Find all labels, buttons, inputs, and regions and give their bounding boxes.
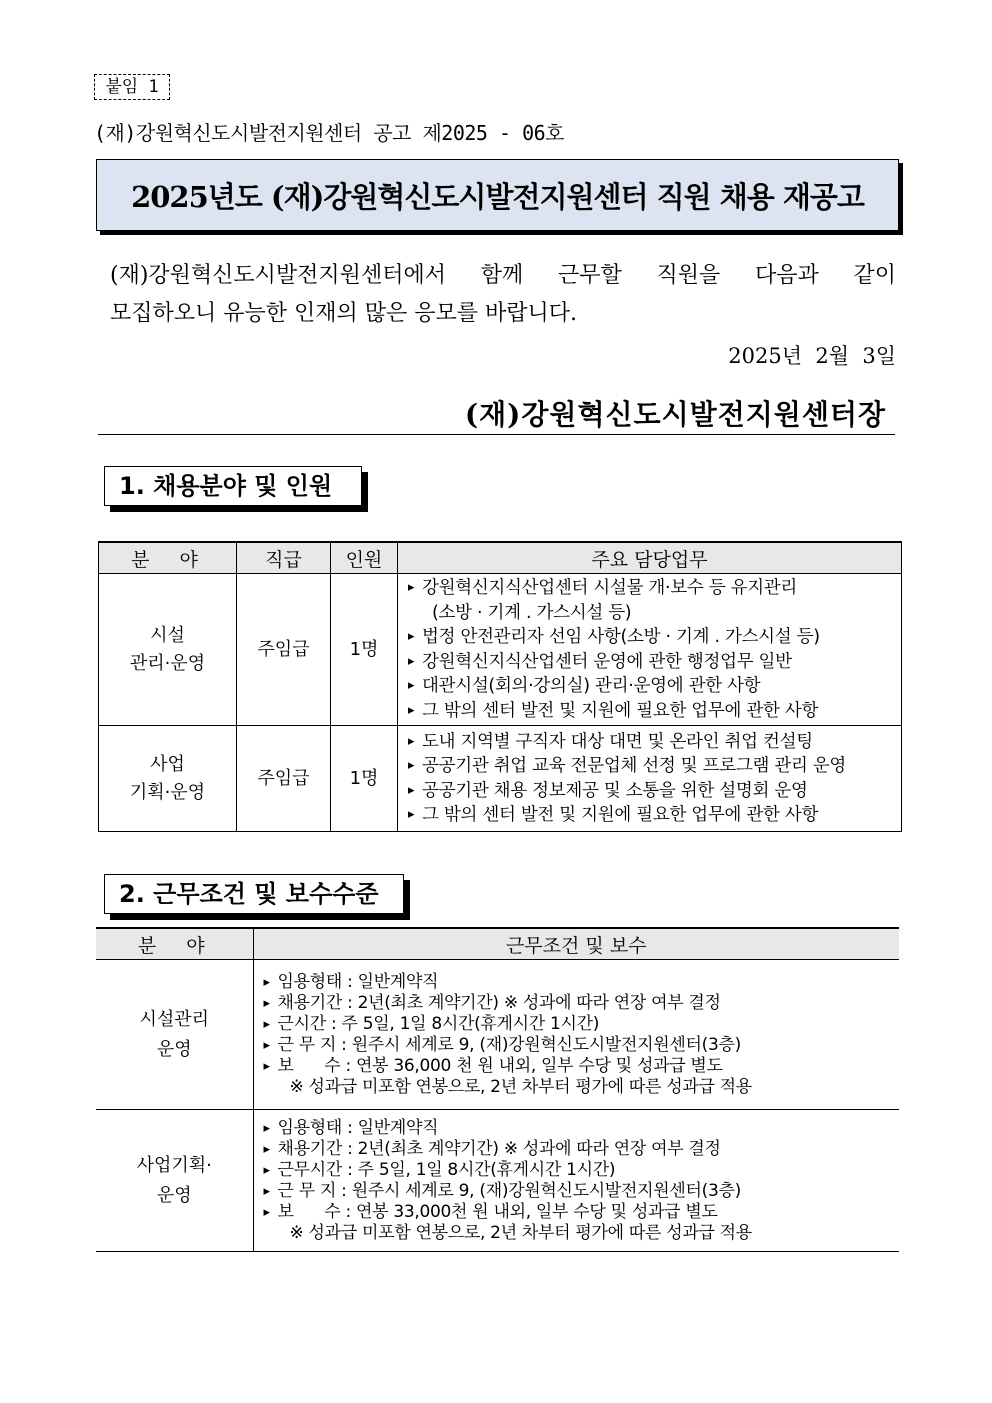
table-header-row <box>99 542 902 574</box>
condition-item: ▸ 채용기간 : 2년(최초 계약기간) ※ 성과에 따라 연장 여부 결정 <box>264 993 894 1014</box>
divider <box>98 434 895 435</box>
condition-item: ▸ 임용형태 : 일반계약직 <box>264 1118 894 1139</box>
field-cell: 시설 관리·운영 <box>99 574 237 726</box>
intro-line-2: 모집하오니 유능한 인재의 많은 응모를 바랍니다. <box>110 301 578 326</box>
condition-item: ▸ 근 무 지 : 원주시 세계로 9, (재)강원혁신도시발전지원센터(3층) <box>264 1181 894 1202</box>
condition-item: ▸ 채용기간 : 2년(최초 계약기간) ※ 성과에 따라 연장 여부 결정 <box>264 1139 894 1160</box>
col-header-field: 분 야 <box>96 928 253 960</box>
count-cell: 1명 <box>331 726 398 832</box>
duty-item-continued: (소방 · 기계 . 가스시설 등) <box>432 602 632 623</box>
intro-word: 다음과 <box>754 263 819 288</box>
duty-item: ▸ 그 밖의 센터 발전 및 지원에 필요한 업무에 관한 사항 <box>408 699 895 724</box>
field-cell: 사업기획· 운영 <box>96 1110 253 1252</box>
col-header-duties: 주요 담당업무 <box>398 542 902 574</box>
signer: (재)강원혁신도시발전지원센터장 <box>464 398 886 431</box>
grade-cell: 주임급 <box>237 726 331 832</box>
condition-item: ▸ 보 수 : 연봉 36,000 천 원 내외, 일부 수당 및 성과급 별도 <box>264 1056 894 1077</box>
field-cell: 사업 기획·운영 <box>99 726 237 832</box>
table-row <box>96 1110 899 1252</box>
condition-item: ▸ 근 무 지 : 원주시 세계로 9, (재)강원혁신도시발전지원센터(3층) <box>264 1035 894 1056</box>
duty-item: ▸ 그 밖의 센터 발전 및 지원에 필요한 업무에 관한 사항 <box>408 803 895 828</box>
duty-item: ▸ 법정 안전관리자 선임 사항(소방 · 기계 . 가스시설 등) <box>408 625 895 650</box>
section-heading-recruitment: 1. 채용분야 및 인원 <box>104 466 362 506</box>
col-header-grade: 직급 <box>237 542 331 574</box>
table-row <box>99 574 902 726</box>
grade-cell: 주임급 <box>237 574 331 726</box>
duties-cell <box>398 726 902 832</box>
col-header-count: 인원 <box>331 542 398 574</box>
duty-item: ▸ 강원혁신지식산업센터 운영에 관한 행정업무 일반 <box>408 650 895 675</box>
intro-word: 함께 <box>480 263 524 288</box>
intro-word: (재)강원혁신도시발전지원센터에서 <box>110 263 446 288</box>
intro-line-1 <box>110 258 896 289</box>
notice-number: (재)강원혁신도시발전지원센터 공고 제2025 - 06호 <box>94 121 564 145</box>
recruitment-table <box>98 541 902 832</box>
intro-word: 직원을 <box>656 263 721 288</box>
conditions-cell <box>253 960 899 1110</box>
col-header-field: 분 야 <box>99 542 237 574</box>
intro-word: 근무할 <box>557 263 622 288</box>
table-header-row <box>96 928 899 960</box>
page-title: 2025년도 (재)강원혁신도시발전지원센터 직원 채용 재공고 <box>131 179 864 214</box>
condition-item: ▸ 근시간 : 주 5일, 1일 8시간(휴게시간 1시간) <box>264 1014 894 1035</box>
condition-item: ▸ 근무시간 : 주 5일, 1일 8시간(휴게시간 1시간) <box>264 1160 894 1181</box>
condition-item: ▸ 임용형태 : 일반계약직 <box>264 972 894 993</box>
intro-word: 같이 <box>853 263 896 288</box>
col-header-conditions: 근무조건 및 보수 <box>253 928 899 960</box>
duty-item: ▸ 도내 지역별 구직자 대상 대면 및 온라인 취업 컨설팅 <box>408 730 895 755</box>
table-row <box>96 960 899 1110</box>
section-heading-conditions: 2. 근무조건 및 보수수준 <box>104 874 404 914</box>
duty-item: ▸ 공공기관 취업 교육 전문업체 선정 및 프로그램 관리 운영 <box>408 754 895 779</box>
condition-note: ※ 성과급 미포함 연봉으로, 2년 차부터 평가에 따른 성과급 적용 <box>289 1076 752 1097</box>
duty-item: ▸ 공공기관 채용 정보제공 및 소통을 위한 설명회 운영 <box>408 779 895 804</box>
attachment-label: 붙임 1 <box>94 74 170 100</box>
condition-item: ▸ 보 수 : 연봉 33,000천 원 내외, 일부 수당 및 성과급 별도 <box>264 1202 894 1223</box>
duty-item: ▸ 대관시설(회의·강의실) 관리·운영에 관한 사항 <box>408 674 895 699</box>
page-title-box <box>96 159 899 231</box>
field-cell: 시설관리 운영 <box>96 960 253 1110</box>
table-row <box>99 726 902 832</box>
count-cell: 1명 <box>331 574 398 726</box>
duty-item: ▸ 강원혁신지식산업센터 시설물 개·보수 등 유지관리 <box>408 576 895 601</box>
duties-cell <box>398 574 902 726</box>
notice-date: 2025년 2월 3일 <box>728 344 896 368</box>
condition-note: ※ 성과급 미포함 연봉으로, 2년 차부터 평가에 따른 성과급 적용 <box>289 1222 752 1243</box>
conditions-cell <box>253 1110 899 1252</box>
conditions-table <box>96 927 899 1252</box>
